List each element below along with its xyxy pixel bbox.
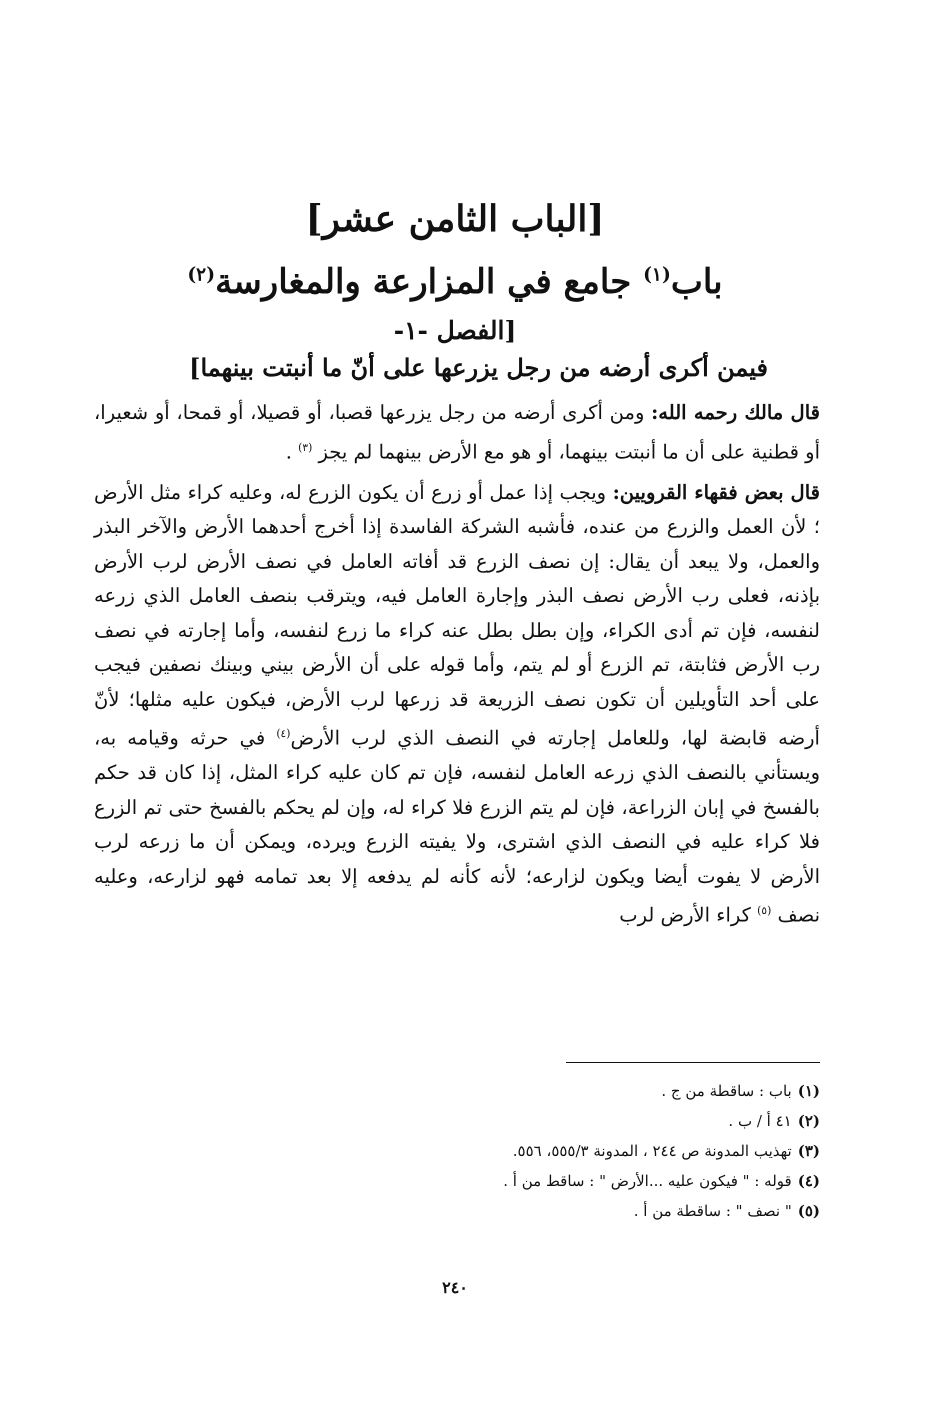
- page-number: ٢٤٠: [442, 1278, 468, 1297]
- paragraph-text: ومن أكرى أرضه من رجل يزرعها قصبا، أو قصيلا، أو قمحا، أو شعيرا، أو قطنية على أن ما أنبتت بينهما، أو هو مع الأرض بينهما لم يجز: [94, 401, 820, 463]
- paragraph-text: في حرثه وقيامه به، ويستأني بالنصف الذي زرعه العامل لنفسه، فإن تم كان عليه كراء المثل، إذا كان قد حكم بالفسخ في إبان الزراعة، فإن لم يتم الزرع فلا كراء له، وإن لم يحكم بالفسخ حتى تم الزرع فلا كراء عليه في النصف الذي اشترى، ولا يفيته الزرع ويرده، ويمكن أن ما زرعه لرب الأرض لا يفوت أيضا ويكون لزارعه؛ لأنه كأنه لم يدفعه إلا بعد تمامه فهو لزارعه، وعليه نصف: [94, 726, 820, 927]
- bab-prefix: باب: [670, 262, 723, 302]
- section-heading: [الفصل -١-: [393, 316, 517, 345]
- paragraph-text: كراء الأرض لرب: [619, 903, 751, 927]
- paragraph: [94, 396, 820, 470]
- footnote-item: (٥)" نصف " : ساقطة من أ .: [633, 1202, 820, 1220]
- paragraph-lead: قال مالك رحمه الله:: [651, 401, 820, 424]
- topic-heading: فيمن أكرى أرضه من رجل يزرعها على أنّ ما أنبتت بينهما]: [189, 353, 768, 382]
- footnote-ref: (٥): [757, 904, 772, 917]
- footnote-item: (٢)٤١ أ / ب .: [728, 1112, 820, 1130]
- paragraph: [94, 476, 820, 934]
- footnote-item: (٣)تهذيب المدونة ص ٢٤٤ ، المدونة ٥٥٥/٣، ٥٥٦.: [512, 1142, 820, 1160]
- footnotes: [320, 1076, 820, 1226]
- bab-heading: [90, 262, 820, 302]
- footnote-item: (١)باب : ساقطة من ج .: [661, 1082, 820, 1100]
- paragraph-text: .: [285, 440, 292, 463]
- chapter-heading: [الباب الثامن عشر]: [305, 198, 605, 240]
- body-text: [94, 396, 820, 933]
- footnote-item: (٤)قوله : " فيكون عليه ...الأرض " : ساقط من أ .: [503, 1172, 820, 1190]
- bab-title: جامع في المزارعة والمغارسة: [215, 262, 632, 302]
- paragraph-text: ويجب إذا عمل أو زرع أن يكون الزرع له، وعليه كراء مثل الأرض ؛ لأن العمل والزرع من عنده، فأشبه الشركة الفاسدة إذا أخرج أحدهما الأرض والآخر البذر والعمل، ولا يبعد أن يقال: إن نصف الزرع قد أفاته العامل في نصف الأرض لرب الأرض بإذنه، فعلى رب الأرض نصف البذر وإجارة العامل فيه، ويترقب بنصف العامل الذي زرعه لنفسه، فإن تم أدى الكراء، وإن بطل بطل عنه كراء ما زرع لنفسه، وأما إجارته في نصف رب الأرض فثابتة، تم الزرع أو لم يتم، وأما قوله على أن الأرض بيني وبينك نصفين فيجب على أحد التأويلين أن تكون نصف الزريعة قد زرعها لرب الأرض، فيكون عليه مثلها؛ لأنّ أرضه قابضة لها، وللعامل إجارته في النصف الذي لرب الأرض: [94, 480, 820, 750]
- footnote-ref: (٣): [298, 440, 313, 454]
- paragraph-lead: قال بعض فقهاء القرويين:: [612, 480, 820, 504]
- footnote-ref: (٤): [276, 727, 291, 740]
- footnote-ref: (١): [643, 263, 671, 286]
- footnote-divider: [566, 1062, 820, 1063]
- footnote-ref: (٢): [187, 263, 216, 286]
